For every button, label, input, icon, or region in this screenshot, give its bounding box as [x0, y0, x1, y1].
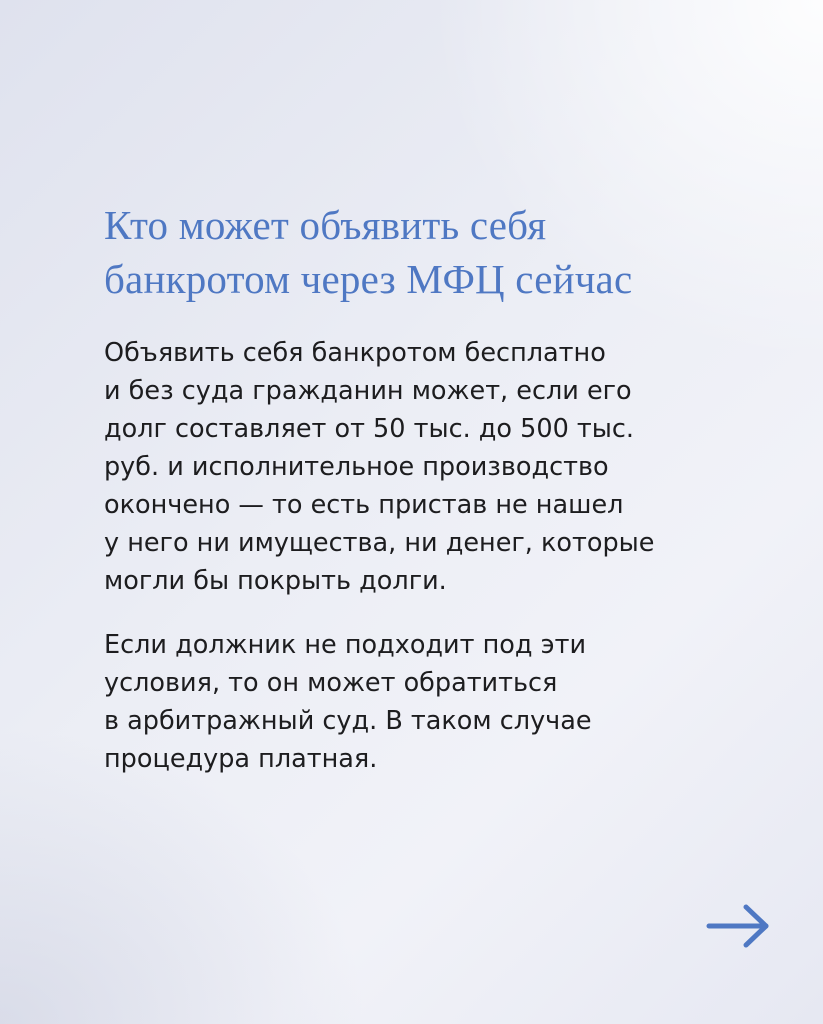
content-block	[104, 198, 784, 778]
paragraph-free-bankruptcy: Объявить себя банкротом бесплатно и без суда гражданин может, если его долг составляет от 50 тыс. до 500 тыс. руб. и исполнительное производство окончено — то есть пристав не нашел у него ни имущества, ни денег, которые могли бы покрыть долги.	[104, 338, 655, 596]
paragraph-arbitration-court: Если должник не подходит под эти условия, то он может обратиться в арбитражный суд. В таком случае процедура платная.	[104, 630, 592, 774]
slide-title: Кто может объявить себя банкротом через МФЦ сейчас	[104, 202, 633, 302]
arrow-right-icon[interactable]	[704, 902, 772, 950]
